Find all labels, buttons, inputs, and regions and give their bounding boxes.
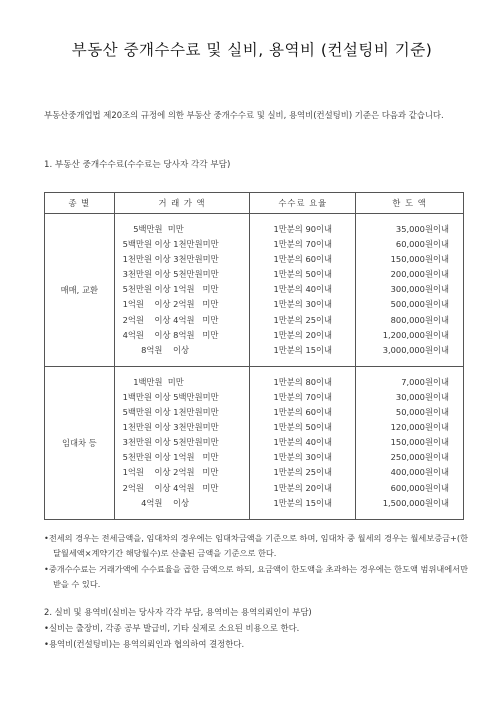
range-value: 3천만원 이상 5천만원미만 [122,269,219,280]
rate-value: 1만분의 25이내 [273,314,333,325]
rate-cell [250,366,356,519]
range-value: 4억원 이상 8억원 미만 [122,329,219,340]
rate-value: 1만분의 40이내 [273,437,333,448]
limit-value: 3,000,000원이내 [382,344,449,355]
range-value: 2억원 이상 4억원 미만 [122,482,219,493]
rate-value: 1만분의 30이내 [273,452,333,463]
rate-value: 1만분의 50이내 [273,422,333,433]
rate-value: 1만분의 15이내 [273,344,333,355]
limit-value: 200,000원이내 [390,269,449,280]
rate-value: 1만분의 60이내 [273,254,333,265]
range-value: 1백만원 미만 [122,376,184,387]
rate-value: 1만분의 15이내 [273,497,333,508]
range-value: 4억원 이상 [122,497,189,508]
rate-value: 1만분의 60이내 [273,407,333,418]
limit-value: 50,000원이내 [395,407,449,418]
limit-value: 400,000원이내 [390,467,449,478]
range-value: 3천만원 이상 5천만원미만 [122,437,219,448]
rate-value: 1만분의 25이내 [273,467,333,478]
rate-cell [250,214,356,367]
note-1: •전세의 경우는 전세금액을, 임대차의 경우에는 임대차금액을 기준으로 하며, 임대차 중 월세의 경우는 월세보증금+(한달월세액×계약기간 해당월수)로 산출된 금액을 기준으로 한다. [44,533,468,559]
range-value: 5천만원 이상 1억원 미만 [122,284,219,295]
header-range: 거 래 가 액 [114,193,250,214]
category-cell: 매매, 교환 [45,214,115,367]
header-category: 종 별 [45,193,115,214]
limit-value: 500,000원이내 [390,299,449,310]
rate-value: 1만분의 70이내 [273,239,333,250]
rate-value: 1만분의 90이내 [273,224,333,234]
range-value: 1억원 이상 2억원 미만 [122,467,219,478]
limit-value: 7,000원이내 [401,376,449,387]
section2-item-1: •실비는 출장비, 각종 공부 발급비, 기타 실제로 소요된 비용으로 한다. [44,623,300,633]
range-value: 1천만원 이상 3천만원미만 [122,254,219,265]
section2-heading: 2. 실비 및 용역비(실비는 당사자 각각 부담, 용역비는 용역의뢰인이 부담) [44,607,312,617]
limit-cell [356,366,464,519]
limit-value: 1,500,000원이내 [382,497,449,508]
rate-value: 1만분의 20이내 [273,482,333,493]
limit-value: 150,000원이내 [390,254,449,265]
fee-table [44,192,464,520]
range-value: 1억원 이상 2억원 미만 [122,299,219,310]
category-cell: 임대차 등 [45,366,115,519]
limit-value: 300,000원이내 [390,284,449,295]
limit-value: 150,000원이내 [390,437,449,448]
range-value: 1백만원 이상 5백만원미만 [122,391,219,402]
limit-value: 800,000원이내 [390,314,449,325]
rate-value: 1만분의 40이내 [273,284,333,295]
header-rate: 수수료 요율 [250,193,356,214]
section2-item-2: •용역비(컨설팅비)는 용역의뢰인과 협의하여 결정한다. [44,639,245,649]
section1-heading: 1. 부동산 중개수수료(수수료는 당사자 각각 부담) [44,160,231,170]
limit-value: 30,000원이내 [395,391,449,402]
limit-value: 120,000원이내 [390,422,449,433]
rate-value: 1만분의 70이내 [273,391,333,402]
rate-value: 1만분의 80이내 [273,376,333,387]
rate-value: 1만분의 50이내 [273,269,333,280]
section2 [44,604,468,652]
table-row [45,366,464,519]
range-value: 5백만원 이상 1천만원미만 [122,407,219,418]
note-2: •중개수수료는 거래가액에 수수료율을 곱한 금액으로 하되, 요금액이 한도액을 초과하는 경우에는 한도액 범위내에서만 받을 수 있다. [44,563,468,590]
limit-cell [356,214,464,367]
range-value: 1천만원 이상 3천만원미만 [122,422,219,433]
range-cell [114,214,250,367]
notes [44,531,468,593]
intro-paragraph: 부동산중개업법 제20조의 규정에 의한 부동산 중개수수료 및 실비, 용역비(컨설팅비) 기준은 다음과 같습니다. [44,110,444,120]
range-value: 5백만원 이상 1천만원미만 [122,239,219,250]
range-value: 8억원 이상 [122,344,189,355]
limit-value: 1,200,000원이내 [382,329,449,340]
limit-value: 250,000원이내 [390,452,449,463]
table-row [45,214,464,367]
limit-value: 35,000원이내 [395,224,449,234]
range-value: 5백만원 미만 [122,224,184,234]
range-value: 2억원 이상 4억원 미만 [122,314,219,325]
header-limit: 한 도 액 [356,193,464,214]
page-title: 부동산 중개수수료 및 실비, 용역비 (컨설팅비 기준) [71,41,433,59]
range-value: 5천만원 이상 1억원 미만 [122,452,219,463]
rate-value: 1만분의 20이내 [273,329,333,340]
table-header-row [45,193,464,214]
limit-value: 600,000원이내 [390,482,449,493]
range-cell [114,366,250,519]
limit-value: 60,000원이내 [395,239,449,250]
rate-value: 1만분의 30이내 [273,299,333,310]
